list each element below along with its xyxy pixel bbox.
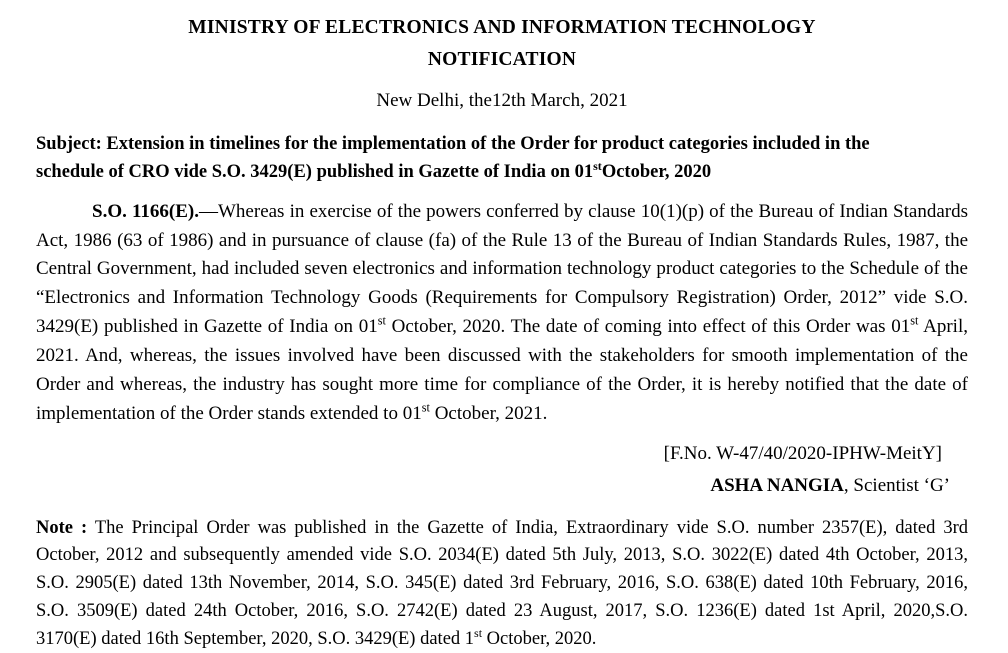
body-text-3: April, 2021. And, whereas, the issues involved have been discussed with the stakeholders for smooth implementation of the Order and whereas, the industry has sought more time for compliance of the Order, it is hereby notified that the date of implementation of the Order stands extended to 01 bbox=[36, 316, 968, 424]
subject-line-2-text-a: schedule of CRO vide S.O. 3429(E) published in Gazette of India on 01 bbox=[36, 161, 594, 182]
note-label: Note : bbox=[36, 517, 88, 538]
so-number: S.O. 1166(E). bbox=[92, 200, 199, 222]
signatory-name: ASHA NANGIA bbox=[710, 474, 844, 496]
body-text-2: October, 2020. The date of coming into effect of this Order was 01 bbox=[385, 316, 911, 338]
body-ordinal-suffix-3: st bbox=[421, 400, 430, 415]
subject-line-2 bbox=[36, 159, 968, 187]
subject-line-1: Subject: Extension in timelines for the implementation of the Order for product categories included in the bbox=[36, 134, 870, 155]
signatory-block bbox=[36, 475, 968, 497]
body-text-4: October, 2021. bbox=[429, 402, 548, 424]
notification-title: NOTIFICATION bbox=[427, 49, 577, 71]
note-text-1: The Principal Order was published in the Gazette of India, Extraordinary vide S.O. number 2357(E), dated 3rd October, 2012 and subsequently amended vide S.O. 2034(E) dated 5th July, 2013, S.O. 3022(E) dated 4th October, 2013, S.O. 2905(E) dated 13th November, 2014, S.O. 345(E) dated 3rd February, 2016, S.O. 638(E) dated 10th February, 2016, S.O. 3509(E) dated 24th October, 2016, S.O. 2742(E) dated 23 August, 2017, S.O. 1236(E) dated 1st April, 2020,S.O. 3170(E) dated 16th September, 2020, S.O. 3429(E) dated 1 bbox=[36, 517, 968, 649]
subject-line-2-text-b: October, 2020 bbox=[601, 161, 712, 182]
body-ordinal-suffix-2: st bbox=[910, 313, 919, 328]
subject-block bbox=[36, 131, 968, 187]
note-block bbox=[36, 515, 968, 653]
notification-body bbox=[36, 198, 968, 429]
file-number: [F.No. W-47/40/2020-IPHW-MeitY] bbox=[663, 442, 942, 464]
body-ordinal-suffix-1: st bbox=[377, 313, 386, 328]
subject-ordinal-suffix: st bbox=[593, 158, 602, 173]
body-text-1: —Whereas in exercise of the powers conferred by clause 10(1)(p) of the Bureau of Indian Standards Act, 1986 (63 of 1986) and in pursuance of clause (fa) of the Rule 13 of the Bureau of Indian Standards Rules, 1987, the Central Government, had included seven electronics and information technology product categories to the Schedule of the “Electronics and Information Technology Goods (Requirements for Compulsory Registration) Order, 2012” vide S.O. 3429(E) published in Gazette of India on 01 bbox=[36, 200, 968, 338]
signatory-designation: , Scientist ‘G’ bbox=[843, 474, 950, 496]
note-text-2: October, 2020. bbox=[482, 628, 597, 649]
dateline: New Delhi, the12th March, 2021 bbox=[376, 89, 628, 111]
note-ordinal-suffix: st bbox=[474, 625, 483, 640]
ministry-title: MINISTRY OF ELECTRONICS AND INFORMATION TECHNOLOGY bbox=[188, 17, 816, 38]
